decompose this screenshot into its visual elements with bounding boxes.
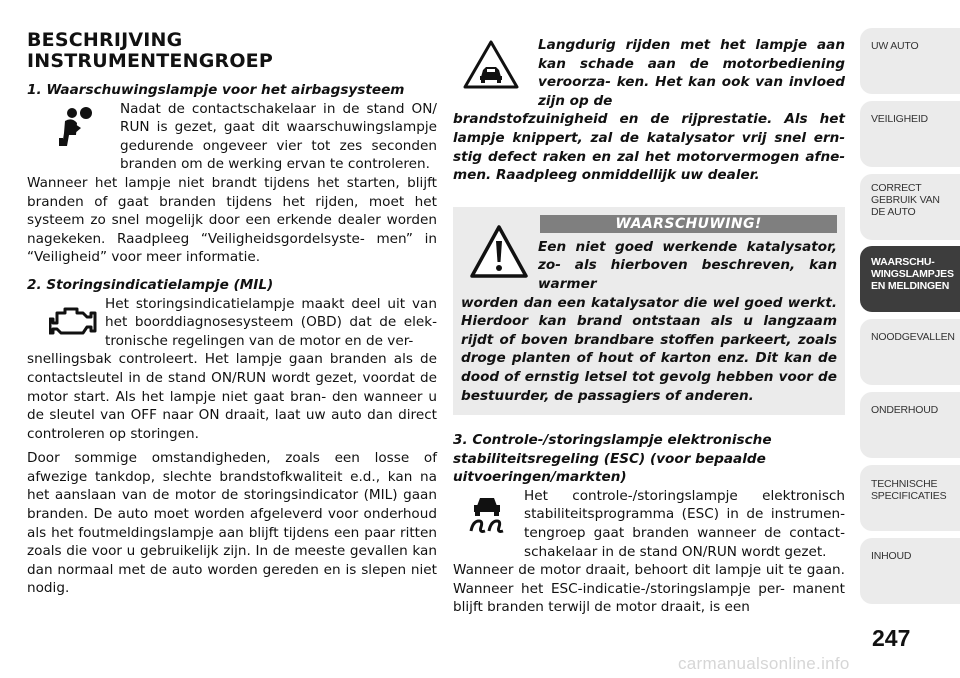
esc-block bbox=[453, 487, 845, 561]
airbag-title: 1. Waarschuwingslampje voor het airbagsysteem bbox=[27, 82, 405, 98]
warning-triangle-icon bbox=[469, 224, 529, 280]
warning-text-indented: Een niet goed werkende katalysator, zo- als hierboven beschreven, kan warmer bbox=[538, 238, 837, 292]
warning-panel bbox=[453, 207, 845, 415]
tab-waarschuwingslampjes[interactable] bbox=[860, 246, 960, 312]
tab-onderhoud[interactable] bbox=[860, 392, 960, 458]
mil-text-para2: Door sommige omstandigheden, zoals een losse of afwezige tankdop, slechte brandstofkwaliteit e.d., kan na het aanslaan van de motor de storingsindicator (MIL) gaan branden. De auto moet worden afgeleverd voor onderhoud als het foutmeldingslampje aan blijft tijdens een paar ritten zoals die voor u gebruikelijk zijn. In de meeste gevallen kan dan normaal met de auto worden gereden en is slepen niet nodig. bbox=[27, 450, 437, 597]
tab-correct-gebruik[interactable] bbox=[860, 174, 960, 240]
airbag-text-indented: Nadat de contactschakelaar in de stand ON/ RUN is gezet, gaat dit waarschuwingslampje gedurende ongeveer vier tot zes seconden branden om de werking ervan te controleren. bbox=[120, 100, 437, 173]
mil-text-indented: Het storingsindicatielampje maakt deel uit van het boorddiagnosesysteem (OBD) dat de elek- tronische regelingen van de motor en de ver- bbox=[105, 295, 437, 349]
airbag-block bbox=[27, 100, 437, 174]
heading-line-2: INSTRUMENTENGROEP bbox=[27, 50, 273, 72]
esc-title: 3. Controle-/storingslampje elektronische stabiliteitsregeling (ESC) (voor bepaalde uitvoeringen/markten) bbox=[453, 432, 772, 486]
esc-text-indented: Het controle-/storingslampje elektronisch stabiliteitsprogramma (ESC) in de instrumen- tengroep gaat branden wanneer de contact- schakelaar in de stand ON/RUN wordt gezet. bbox=[524, 487, 845, 560]
warning-block bbox=[461, 238, 837, 294]
tab-veiligheid[interactable] bbox=[860, 101, 960, 167]
page-number: 247 bbox=[872, 625, 911, 651]
tab-technische-specificaties[interactable] bbox=[860, 465, 960, 531]
left-column bbox=[27, 30, 437, 598]
caution-car-icon bbox=[463, 40, 519, 90]
right-column bbox=[453, 36, 845, 617]
tab-label: VEILIGHEID bbox=[871, 112, 928, 125]
tab-uw-auto[interactable] bbox=[860, 28, 960, 94]
heading-line-1: BESCHRIJVING bbox=[27, 29, 183, 51]
tab-noodgevallen[interactable] bbox=[860, 319, 960, 385]
chapter-tabs bbox=[860, 28, 960, 610]
tab-label: CORRECT GEBRUIK VAN DE AUTO bbox=[871, 181, 940, 218]
caution-text-indented: Langdurig rijden met het lampje aan kan schade aan de motorbediening veroorza- ken. Het kan ook van invloed zijn op de bbox=[538, 37, 845, 109]
tab-label: UW AUTO bbox=[871, 40, 919, 52]
esc-text-continued: Wanneer de motor draait, behoort dit lampje uit te gaan. Wanneer het ESC-indicatie-/storingslampje per- manent blijft branden terwijl de motor draait, is een bbox=[453, 562, 845, 616]
section-heading bbox=[27, 30, 437, 72]
tab-label: TECHNISCHE SPECIFICATIES bbox=[871, 477, 947, 502]
tab-inhoud[interactable] bbox=[860, 538, 960, 604]
caution-block bbox=[453, 36, 845, 110]
engine-check-icon bbox=[49, 305, 97, 337]
mil-block bbox=[27, 295, 437, 351]
tab-label: INHOUD bbox=[871, 549, 912, 562]
watermark: carmanualsonline.info bbox=[678, 654, 850, 673]
tab-label: NOODGEVALLEN bbox=[871, 331, 955, 344]
esc-skid-car-icon bbox=[467, 491, 507, 535]
warning-header: WAARSCHUWING! bbox=[540, 215, 837, 233]
warning-text-continued: worden dan een katalysator die wel goed werkt. Hierdoor kan brand ontstaan als u langzaam rijdt of boven brandbare stoffen parkeert, zoals droge planten of hout of karton enz. Dit kan de dood of ernstig letsel tot gevolg hebben voor de bestuurder, de passagiers of anderen. bbox=[461, 294, 837, 404]
mil-text-continued: snellingsbak controleert. Het lampje gaan branden als de contactsleutel in de stand ON/RUN wordt gezet, voordat de motor start. Als het lampje niet gaat bran- den wanneer u de sleutel van OFF naar ON draait, laat uw auto dan direct controleren op storingen. bbox=[27, 351, 437, 442]
tab-label: ONDERHOUD bbox=[871, 403, 939, 416]
airbag-text-continued: Wanneer het lampje niet brandt tijdens het starten, blijft branden of gaat branden tijdens het rijden, moet het systeem zo snel mogelijk door een erkende dealer worden nagekeken. Raadpleeg “Veiligheidsgordelsyste- men” in “Veiligheid” voor meer informatie. bbox=[27, 174, 437, 266]
tab-label: WAARSCHU- WINGSLAMPJES EN MELDINGEN bbox=[871, 256, 954, 293]
caution-text-continued: brandstofzuinigheid en de rijprestatie. Als het lampje knippert, zal de katalysator vrij snel ern- stig defect raken en zal het motorvermogen afne- men. Raadpleeg onmiddellijk uw dealer. bbox=[453, 111, 845, 184]
mil-title: 2. Storingsindicatielampje (MIL) bbox=[27, 276, 274, 293]
airbag-icon bbox=[55, 104, 95, 148]
